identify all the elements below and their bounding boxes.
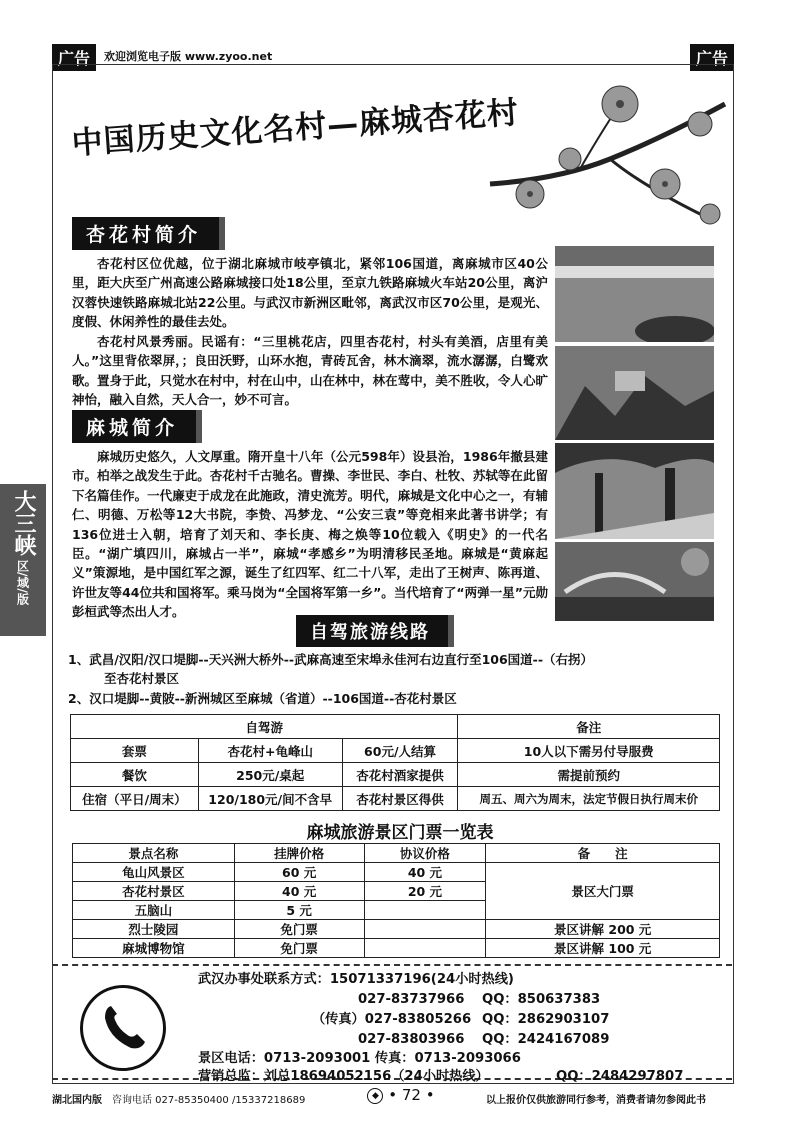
drive-table-header-tour: 自驾游 xyxy=(71,715,458,739)
route-2: 2、汉口堤脚--黄陂--新洲城区至麻城（省道）--106国道--杏花村景区 xyxy=(68,691,457,706)
ticket-note-row5: 景区讲解 100 元 xyxy=(486,939,720,958)
footer-disclaimer: 以上报价仅供旅游同行参考，消费者请勿参阅此书 xyxy=(486,1095,706,1106)
contact-qq-3: QQ：2424167089 xyxy=(482,1032,610,1047)
table-cell xyxy=(364,901,486,920)
table-cell: 杏花村+龟峰山 xyxy=(198,739,342,763)
footer-edition: 湖北国内版 xyxy=(52,1095,102,1106)
lake-pavilion-photo xyxy=(555,246,714,342)
table-row xyxy=(71,739,720,763)
table-cell: 40 元 xyxy=(364,863,486,882)
macheng-intro-p1: 麻城历史悠久，人文厚重。隋开皇十八年（公元598年）设县治，1986年撤县建市。柏举之战发生于此。杏花村千古驰名。曹操、李世民、李白、杜牧、苏轼等在此留下名篇佳作。一代廉吏于成龙在此施政，清史流芳。明代，麻城是文化中心之一，有辅仁、明德、万松等12大书院，李贽、冯梦龙、“公安三袁”等竞相来此著书讲学；有136位进士入朝，培育了刘天和、李长庚、梅之焕等10位载入《明史》的一代名臣。“湖广填四川，麻城占一半”，麻城“孝感乡”为明清移民圣地。麻城是“黄麻起义”策源地，是中国红军之源，诞生了红四军、红二十八军，走出了王树声、陈再道、许世友等44位共和国将军。乘马岗为“全国将军第一乡”。当代培育了“两弹一星”元勋彭桓武等杰出人才。 xyxy=(72,449,548,620)
route-1-line-a: 1、武昌/汉阳/汉口堤脚--天兴洲大桥外--武麻高速至宋埠永佳河右边直行至106国道--（右拐） xyxy=(68,652,594,667)
old-trees-photo xyxy=(555,443,714,539)
contact-qq-1: QQ：850637383 xyxy=(482,992,601,1007)
table-row xyxy=(71,787,720,811)
xinghua-intro-p1: 杏花村区位优越，位于湖北麻城市岐亭镇北，紧邻106国道，离麻城市区40公里，距大庆至广州高速公路麻城接口处18公里，至京九铁路麻城火车站20公里，离沪汉蓉快速铁路麻城北站22公里。与武汉市新洲区毗邻，离武汉市区70公里，是观光、度假、休闲养性的最佳去处。 xyxy=(72,256,548,330)
table-cell: 免门票 xyxy=(234,920,364,939)
table-cell: 需提前预约 xyxy=(458,763,720,787)
table-cell: 60 元 xyxy=(234,863,364,882)
table-cell: 120/180元/间不含早 xyxy=(198,787,342,811)
phone-icon xyxy=(80,985,166,1071)
table-cell: 烈士陵园 xyxy=(73,920,235,939)
table-cell: 20 元 xyxy=(364,882,486,901)
drive-table-header-note: 备注 xyxy=(458,715,720,739)
table-cell: 免门票 xyxy=(234,939,364,958)
arch-bridge-photo xyxy=(555,542,714,621)
table-cell: 住宿（平日/周末） xyxy=(71,787,199,811)
table-cell: 杏花村景区得供 xyxy=(342,787,458,811)
contact-scenic-phone: 景区电话：0713-2093001 传真：0713-2093066 xyxy=(198,1051,521,1066)
ticket-header-list-price: 挂牌价格 xyxy=(234,844,364,863)
table-row xyxy=(71,763,720,787)
contact-qq-2: QQ：2862903107 xyxy=(482,1012,610,1027)
ad-tag-left: 广告 xyxy=(52,44,96,71)
divider-top xyxy=(52,964,732,966)
ticket-header-name: 景点名称 xyxy=(73,844,235,863)
contact-qq-4: QQ：2484297807 xyxy=(556,1069,684,1084)
table-cell: 周五、周六为周末，法定节假日执行周末价 xyxy=(458,787,720,811)
table-cell: 5 元 xyxy=(234,901,364,920)
page-number-value: 72 xyxy=(401,1086,421,1104)
ticket-note-merged: 景区大门票 xyxy=(486,863,720,920)
ticket-note-row4: 景区讲解 200 元 xyxy=(486,920,720,939)
section-title-xinghua: 杏花村简介 xyxy=(72,217,225,250)
contact-phone-1: 027-83737966 xyxy=(358,992,465,1007)
page-headline: 中国历史文化名村—麻城杏花村 xyxy=(70,94,520,162)
table-row xyxy=(73,863,720,882)
ticket-price-table xyxy=(72,843,720,958)
table-cell: 250元/桌起 xyxy=(198,763,342,787)
table-cell: 麻城博物馆 xyxy=(73,939,235,958)
rock-garden-photo xyxy=(555,346,714,440)
side-banner-title: 大三峡 xyxy=(11,490,36,556)
table-cell: 套票 xyxy=(71,739,199,763)
table-cell: 60元/人结算 xyxy=(342,739,458,763)
section-title-routes: 自驾旅游线路 xyxy=(296,615,454,647)
table-cell xyxy=(364,939,486,958)
website-welcome: 欢迎浏览电子版 www.zyoo.net xyxy=(104,50,273,63)
table-cell: 10人以下需另付导服费 xyxy=(458,739,720,763)
table-cell: 餐饮 xyxy=(71,763,199,787)
contact-phone-2: 027-83803966 xyxy=(358,1032,465,1047)
route-1-line-b: 至杏花村景区 xyxy=(104,671,180,686)
side-banner-subtitle: 区/域/版 xyxy=(15,560,30,605)
drive-tour-table xyxy=(70,714,720,811)
table-cell: 五脑山 xyxy=(73,901,235,920)
footer-consult-phone: 咨询电话 027-85350400 /15337218689 xyxy=(112,1095,306,1106)
ad-tag-right: 广告 xyxy=(690,44,734,71)
ticket-header-agreed-price: 协议价格 xyxy=(364,844,486,863)
side-banner xyxy=(0,484,46,636)
section-title-macheng: 麻城简介 xyxy=(72,410,202,443)
xinghua-intro-p2: 杏花村风景秀丽。民谣有：“三里桃花店，四里杏花村，村头有美酒，店里有美人。”这里背依翠屏，；良田沃野，山环水抱，青砖瓦舍，林木滴翠，流水潺潺，白鹭欢歌。置身于此，只觉水在村中，村在山中，山在林中，林在莺中，美不胜收，令人心旷神怡，融入自然，天人合一，妙不可言。 xyxy=(72,334,548,408)
table-cell: 杏花村酒家提供 xyxy=(342,763,458,787)
logo-icon: ◆ xyxy=(367,1088,383,1104)
table-cell: 龟山风景区 xyxy=(73,863,235,882)
table-cell: 40 元 xyxy=(234,882,364,901)
page-number: ◆ • 72 • xyxy=(356,1086,446,1104)
table-row xyxy=(73,939,720,958)
ticket-table-title: 麻城旅游景区门票一览表 xyxy=(306,823,494,843)
table-cell xyxy=(364,920,486,939)
table-cell: 杏花村景区 xyxy=(73,882,235,901)
table-row xyxy=(73,920,720,939)
ticket-header-note: 备 注 xyxy=(486,844,720,863)
contact-wuhan-office: 武汉办事处联系方式：15071337196(24小时热线) xyxy=(198,972,514,987)
contact-marketing-director: 营销总监：刘总18694052156（24小时热线） xyxy=(198,1069,489,1084)
contact-fax: （传真）027-83805266 xyxy=(312,1012,472,1027)
